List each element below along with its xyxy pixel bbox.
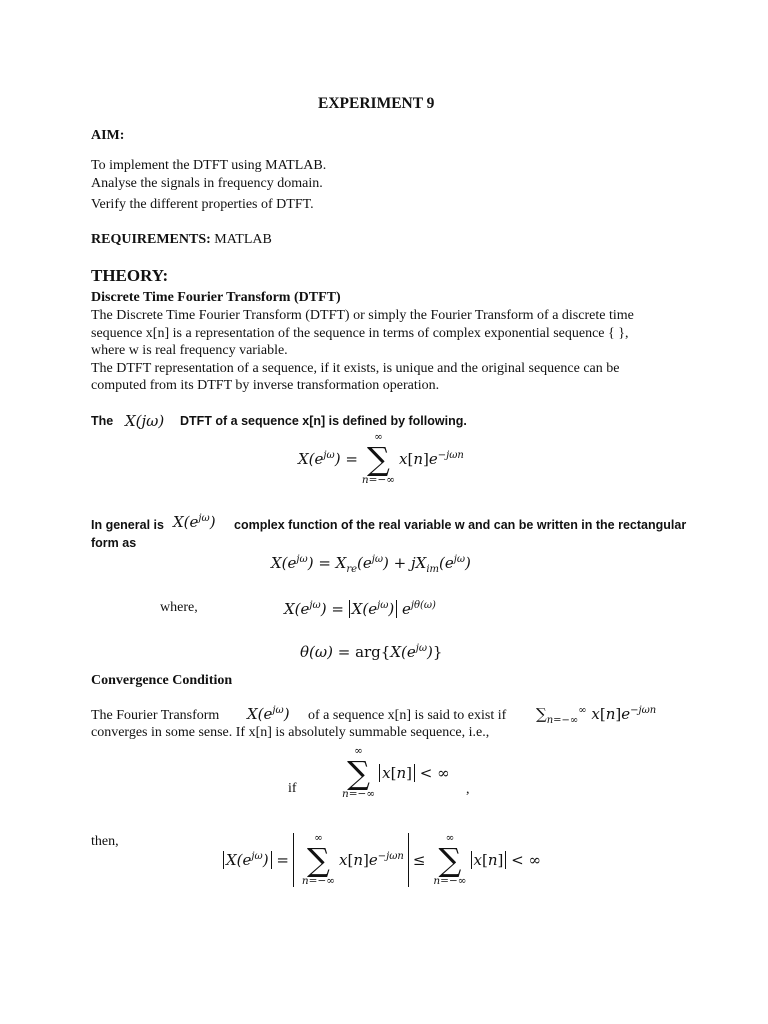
- theory-para1-line3: where w is real frequency variable.: [91, 343, 288, 358]
- equation-rectangular-form: $X(e^{j\omega}) = X_{re}(e^{j\omega}) + jX_{im}(e^{j\omega})$: [271, 554, 471, 575]
- convergence-heading: Convergence Condition: [91, 673, 233, 688]
- theory-para1-line2: sequence x[n] is a representation of the sequence in terms of complex exponential sequence { },: [91, 326, 629, 341]
- inline-sum-expression: $\sum_{n=-\infty}^\infty$ $x[n]e^{-j\omega n}$: [536, 705, 657, 726]
- summation-symbol: ∞ ∑ n=−∞: [433, 832, 467, 887]
- equation-theta: $\theta(\omega) = arg\{X(e^{j\omega})\}$: [300, 643, 443, 661]
- dtft-subheading: Discrete Time Fourier Transform (DTFT): [91, 290, 341, 305]
- equation-polar-form: $X(e^{j\omega}) = X(e^{j\omega})$ $e^{j\theta(\omega)}$: [284, 600, 436, 618]
- theory-heading: THEORY:: [91, 266, 169, 285]
- x-jw-symbol: X(jω): [125, 412, 165, 430]
- equation-absolute-summable: ∞ ∑ n=−∞ x[n] < ∞: [342, 745, 450, 800]
- general-line2: form as: [91, 536, 137, 550]
- aim-line: To implement the DTFT using MATLAB.: [91, 158, 327, 173]
- general-prefix: In general is: [91, 518, 164, 532]
- requirements-value: MATLAB: [214, 232, 272, 247]
- convergence-line1-prefix: The Fourier Transform: [91, 708, 220, 723]
- requirements-label: REQUIREMENTS:: [91, 232, 211, 247]
- convergence-line2: converges in some sense. If x[n] is absolutely summable sequence, i.e.,: [91, 725, 490, 740]
- aim-bullet-2: Verify the different properties of DTFT.: [91, 197, 314, 212]
- aim-heading: AIM:: [91, 128, 125, 143]
- summation-symbol: ∞ ∑ n=−∞: [361, 431, 395, 486]
- general-suffix: complex function of the real variable w and can be written in the rectangular: [234, 518, 687, 532]
- equation-dtft-definition: $X(e^{j\omega})$ = ∞ ∑ n=−∞ $x[n]e^{-j\omega n}$: [298, 431, 464, 486]
- dtft-def-prefix: The: [91, 414, 114, 428]
- summation-symbol: ∞ ∑ n=−∞: [342, 745, 376, 800]
- if-label: if: [288, 781, 297, 796]
- requirements-line: [91, 231, 272, 248]
- theory-para2-line2: computed from its DTFT by inverse transformation operation.: [91, 378, 440, 393]
- page-title: EXPERIMENT 9: [318, 95, 435, 112]
- theory-para1-line1: The Discrete Time Fourier Transform (DTFT) or simply the Fourier Transform of a discrete time: [91, 308, 634, 323]
- x-ejw-symbol-2: $X(e^{j\omega})$: [247, 705, 290, 723]
- then-label: then,: [91, 834, 119, 849]
- comma: ,: [466, 782, 470, 797]
- convergence-line1-mid: of a sequence x[n] is said to exist if: [308, 708, 507, 723]
- aim-bullet-1: Analyse the signals in frequency domain.: [91, 176, 323, 191]
- equation-convergence-bound: $X(e^{j\omega})$ = ∞ ∑ n=−∞ $x[n]e^{-j\omega n}$ ≤ ∞ ∑ n=−∞ x[n] < ∞: [223, 833, 541, 887]
- where-label: where,: [160, 600, 198, 615]
- x-ejw-symbol: $X(e^{j\omega})$: [173, 513, 216, 531]
- theory-para2-line1: The DTFT representation of a sequence, if it exists, is unique and the original sequence can be: [91, 361, 620, 376]
- dtft-def-suffix: DTFT of a sequence x[n] is defined by following.: [180, 414, 467, 428]
- summation-symbol: ∞ ∑ n=−∞: [301, 832, 336, 887]
